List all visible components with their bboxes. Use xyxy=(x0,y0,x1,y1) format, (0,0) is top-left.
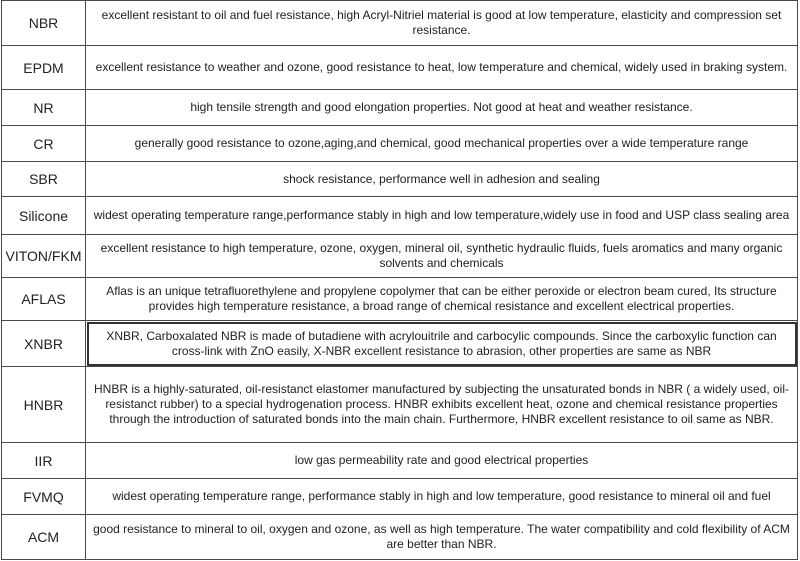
material-description: high tensile strength and good elongation properties. Not good at heat and weather resistance. xyxy=(86,90,798,126)
table-row xyxy=(2,197,798,235)
materials-table xyxy=(1,0,798,560)
table-row xyxy=(2,90,798,126)
material-description: good resistance to mineral to oil, oxygen and ozone, as well as high temperature. The water compatibility and cold flexibility of ACM are better than NBR. xyxy=(86,515,798,560)
material-description: widest operating temperature range, performance stably in high and low temperature, good resistance to mineral oil and fuel xyxy=(86,479,798,515)
table-row xyxy=(2,126,798,162)
table-row xyxy=(2,479,798,515)
material-name: Silicone xyxy=(2,197,86,235)
material-name: NR xyxy=(2,90,86,126)
table-row xyxy=(2,235,798,278)
material-description: shock resistance, performance well in adhesion and sealing xyxy=(86,162,798,197)
table-row xyxy=(2,443,798,479)
material-description: HNBR is a highly-saturated, oil-resistanct elastomer manufactured by subjecting the unsaturated bonds in NBR ( a widely used, oil-resistanct rubber) to a special hydrogenation process. HNBR exhibits excellent heat, ozone and chemical resistance properties through the introduction of saturated bonds into the main chain. Furthermore, HNBR excellent resistance to oil same as NBR. xyxy=(86,367,798,443)
material-name: NBR xyxy=(2,1,86,46)
material-description: excellent resistance to high temperature, ozone, oxygen, mineral oil, synthetic hydraulic fluids, fuels aromatics and many organic solvents and chemicals xyxy=(86,235,798,278)
material-description: Aflas is an unique tetrafluorethylene and propylene copolymer that can be either peroxide or electron beam cured, Its structure provides high temperature resistance, a broad range of chemical resistance and excellent electrical properties. xyxy=(86,278,798,321)
material-description: low gas permeability rate and good electrical properties xyxy=(86,443,798,479)
material-description: widest operating temperature range,performance stably in high and low temperature,widely use in food and USP class sealing area xyxy=(86,197,798,235)
material-name: CR xyxy=(2,126,86,162)
material-name: ACM xyxy=(2,515,86,560)
table-row xyxy=(2,162,798,197)
table-row xyxy=(2,321,798,367)
material-name: XNBR xyxy=(2,321,86,367)
table-row xyxy=(2,515,798,560)
table-row xyxy=(2,367,798,443)
material-description: excellent resistance to weather and ozone, good resistance to heat, low temperature and chemical, widely used in braking system. xyxy=(86,46,798,90)
table-row xyxy=(2,46,798,90)
table-row xyxy=(2,278,798,321)
material-description: excellent resistant to oil and fuel resistance, high Acryl-Nitriel material is good at low temperature, elasticity and compression set resistance. xyxy=(86,1,798,46)
material-name: VITON/FKM xyxy=(2,235,86,278)
table-row xyxy=(2,1,798,46)
material-description: XNBR, Carboxalated NBR is made of butadiene with acrylouitrile and carbocylic compounds. Since the carboxylic function can cross-link with ZnO easily, X-NBR excellent resistance to abrasion, other properties are same as NBR xyxy=(86,321,798,367)
material-name: AFLAS xyxy=(2,278,86,321)
material-description: generally good resistance to ozone,aging,and chemical, good mechanical properties over a wide temperature range xyxy=(86,126,798,162)
material-name: IIR xyxy=(2,443,86,479)
material-name: SBR xyxy=(2,162,86,197)
material-name: EPDM xyxy=(2,46,86,90)
material-name: HNBR xyxy=(2,367,86,443)
material-name: FVMQ xyxy=(2,479,86,515)
